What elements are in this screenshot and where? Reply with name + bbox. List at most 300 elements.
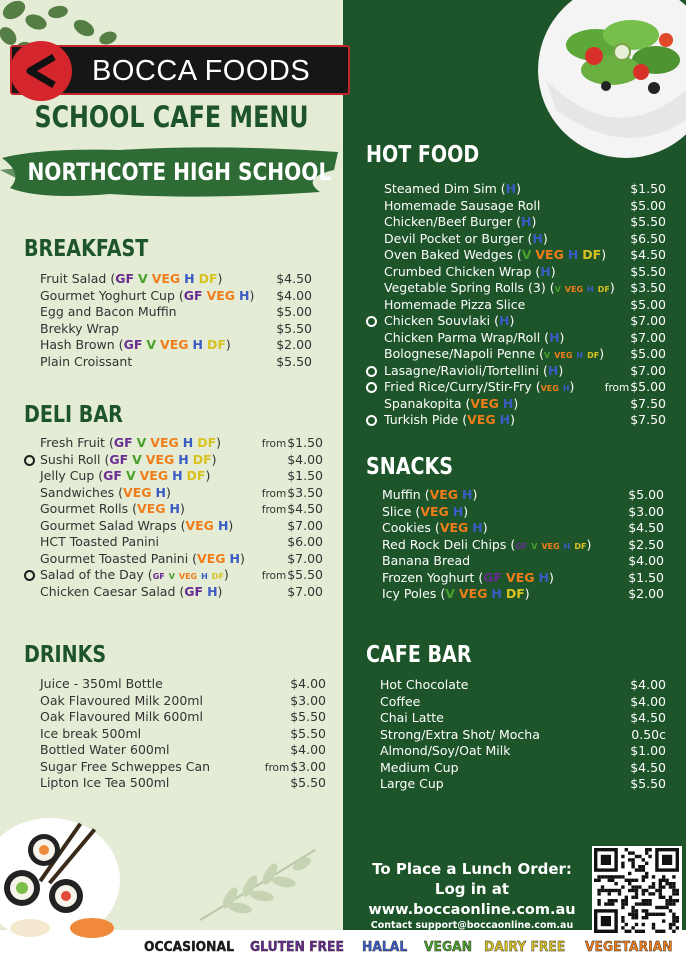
menu-item	[40, 518, 323, 535]
price-value: $5.50	[630, 214, 666, 229]
menu-item	[380, 710, 666, 727]
tag-h: H	[547, 362, 559, 378]
tag-h: H	[563, 541, 571, 551]
bocca-foods-logo	[10, 45, 350, 95]
menu-item-name: Oven Baked Wedges	[384, 247, 513, 262]
menu-item-price	[630, 760, 666, 777]
menu-item-name: Bolognese/Napoli Penne	[384, 346, 536, 361]
price-value: $7.50	[630, 395, 666, 411]
price-from-label: from	[264, 761, 290, 774]
drinks-heading: DRINKS	[24, 642, 107, 668]
tag-veg: VEG	[470, 395, 499, 411]
menu-item-price	[276, 271, 312, 288]
price-value: $4.50	[628, 520, 664, 535]
menu-item-name: Muffin	[382, 487, 421, 502]
price-value: $1.50	[287, 435, 323, 450]
legend-vegetarian: VEGETARIAN	[585, 940, 673, 955]
tag-v: V	[445, 586, 455, 601]
menu-item	[384, 181, 666, 198]
menu-item	[384, 396, 666, 413]
tag-veg: VEG	[123, 484, 152, 500]
tag-h: H	[502, 395, 514, 411]
price-value: $4.50	[630, 759, 666, 775]
price-from-label: from	[261, 438, 287, 450]
tag-veg: VEG	[554, 351, 573, 360]
menu-item-price	[630, 710, 666, 727]
menu-item	[40, 676, 326, 693]
menu-item	[382, 586, 664, 603]
tag-h: H	[505, 181, 517, 196]
menu-item-name: Fresh Fruit	[40, 435, 105, 450]
dietary-tags: (H)	[523, 230, 548, 246]
price-value: $4.00	[628, 553, 664, 568]
menu-item-name: Vegetable Spring Rolls (3)	[384, 280, 546, 295]
tag-gf: GF	[152, 572, 165, 581]
dietary-tags: (V VEG H DF)	[436, 586, 530, 601]
menu-item-name: Chicken Souvlaki	[384, 313, 491, 328]
menu-item-name: Sandwiches	[40, 484, 115, 500]
menu-item-price	[630, 231, 666, 248]
menu-item-name: Brekky Wrap	[40, 320, 120, 336]
cafe-bar-heading: CAFE BAR	[366, 642, 472, 668]
menu-item-name: Turkish Pide	[384, 412, 459, 427]
menu-item	[40, 452, 323, 469]
tag-v: V	[136, 435, 147, 450]
menu-item-name: Chicken/Beef Burger	[384, 214, 513, 229]
tag-veg: VEG	[150, 435, 179, 450]
tag-df: DF	[587, 351, 600, 360]
price-value: $4.50	[287, 501, 323, 516]
menu-item-price	[630, 363, 666, 380]
menu-item-price	[630, 743, 666, 760]
price-value: 0.50c	[631, 726, 666, 742]
price-value: $4.00	[630, 677, 666, 692]
dietary-tags: (GF V VEG H DF)	[506, 536, 592, 552]
leaf-sprig-decoration	[190, 840, 320, 930]
menu-item	[40, 534, 323, 551]
support-contact: Contact support@boccaonline.com.au	[370, 920, 574, 931]
menu-item	[40, 271, 312, 288]
menu-item-name: Oak Flavoured Milk 600ml	[40, 709, 203, 724]
menu-item-price	[262, 501, 323, 519]
occasional-circle-icon	[366, 415, 377, 426]
dietary-tags: (V VEG H DF)	[535, 346, 605, 361]
dietary-tags: (VEG H)	[461, 395, 519, 411]
price-value: $4.00	[276, 287, 312, 303]
menu-item-name: Banana Bread	[382, 553, 471, 568]
menu-item-price	[628, 570, 664, 587]
price-value: $5.00	[630, 346, 666, 361]
menu-item	[382, 570, 664, 587]
tag-h: H	[155, 484, 166, 500]
price-value: $5.00	[276, 304, 312, 319]
menu-item	[40, 321, 312, 338]
menu-item	[380, 776, 666, 793]
dietary-tags: (VEG H)	[188, 550, 245, 566]
menu-item-name: Jelly Cup	[40, 468, 95, 483]
menu-item	[384, 330, 666, 347]
price-value: $5.50	[276, 353, 312, 369]
menu-item-price	[630, 396, 666, 413]
tag-h: H	[499, 412, 511, 427]
tag-df: DF	[597, 285, 610, 294]
tag-veg: VEG	[206, 287, 236, 303]
tag-h: H	[562, 384, 570, 393]
menu-item-name: Fried Rice/Curry/Stir-Fry	[384, 379, 532, 394]
menu-item	[380, 677, 666, 694]
menu-item-name: Chicken Caesar Salad	[40, 583, 176, 599]
price-value: $5.50	[276, 320, 312, 336]
tag-h: H	[192, 337, 203, 352]
tag-gf: GF	[115, 271, 135, 286]
price-value: $7.00	[287, 550, 323, 566]
legend-occasional: OCCASIONAL	[144, 940, 234, 955]
menu-item-price	[276, 321, 312, 338]
menu-item-price	[630, 677, 666, 694]
price-value: $1.00	[630, 743, 666, 758]
menu-item-price	[290, 709, 326, 726]
menu-item	[382, 487, 664, 504]
price-value: $7.00	[287, 517, 323, 533]
menu-item	[40, 501, 323, 518]
price-value: $5.50	[287, 567, 323, 582]
dietary-tags: (GF V VEG H DF)	[106, 271, 223, 286]
occasional-circle-icon	[366, 316, 377, 327]
legend-gluten-free: GLUTEN FREE	[250, 940, 344, 955]
deli-bar-list	[40, 435, 323, 600]
breakfast-heading: BREAKFAST	[24, 236, 149, 262]
menu-item	[384, 231, 666, 248]
tag-h: H	[538, 569, 549, 585]
menu-item-name: Bottled Water 600ml	[40, 742, 170, 757]
menu-item	[40, 584, 323, 601]
menu-item-name: Strong/Extra Shot/ Mocha	[380, 726, 540, 742]
menu-item-price	[262, 567, 323, 585]
dietary-tags: (VEG H)	[458, 412, 515, 427]
tag-h: H	[462, 487, 473, 502]
cta-line-2: Log in at	[434, 880, 510, 898]
price-from-label: from	[604, 382, 630, 394]
menu-item	[384, 297, 666, 314]
tag-veg: VEG	[541, 541, 560, 551]
menu-item	[382, 504, 664, 521]
tag-h: H	[184, 271, 195, 286]
menu-item-name: Frozen Yoghurt	[382, 569, 475, 585]
menu-item-name: Juice - 350ml Bottle	[40, 676, 163, 691]
menu-item-price	[630, 297, 666, 314]
tag-df: DF	[574, 541, 587, 551]
breakfast-list	[40, 271, 312, 370]
tag-v: V	[168, 572, 175, 581]
tag-veg: VEG	[458, 586, 488, 601]
menu-item-name: Slice	[382, 503, 412, 519]
price-value: $7.00	[630, 313, 666, 328]
menu-item-price	[628, 487, 664, 504]
tag-gf: GF	[483, 569, 503, 585]
dietary-tags: (V VEG H DF)	[512, 247, 607, 262]
menu-item-price	[262, 435, 323, 453]
price-value: $3.50	[630, 280, 666, 295]
tag-h: H	[576, 351, 584, 360]
menu-item-price	[265, 759, 326, 777]
menu-item-price	[276, 288, 312, 305]
tag-h: H	[532, 230, 543, 246]
menu-item-name: Large Cup	[380, 776, 444, 791]
price-value: $2.00	[276, 337, 312, 352]
tag-h: H	[587, 285, 594, 294]
dietary-tags: (H)	[531, 263, 556, 279]
menu-item-price	[628, 520, 664, 537]
menu-item-name: Medium Cup	[380, 759, 459, 775]
dietary-tags: (GF H)	[175, 583, 223, 599]
menu-item-name: Homemade Pizza Slice	[384, 296, 526, 312]
menu-item-name: Spanakopita	[384, 395, 462, 411]
menu-item-name: Icy Poles	[382, 586, 437, 601]
tag-v: V	[132, 451, 142, 467]
menu-item	[384, 280, 666, 297]
tag-h: H	[239, 287, 250, 303]
tag-gf: GF	[515, 541, 528, 551]
logo-text: BOCCA FOODS	[92, 55, 311, 87]
menu-item-price	[630, 181, 666, 198]
dietary-tags: (GF VEG H)	[174, 287, 255, 303]
legend-dairy-free: DAIRY FREE	[484, 940, 566, 955]
dietary-tags: (GF VEG H)	[474, 569, 554, 585]
tag-df: DF	[206, 337, 226, 352]
menu-item	[384, 412, 666, 429]
menu-item-price	[631, 727, 666, 744]
price-value: $5.00	[630, 379, 666, 394]
price-value: $4.50	[630, 710, 666, 725]
menu-item-price	[628, 553, 664, 570]
tag-v: V	[146, 337, 157, 352]
tag-h: H	[217, 517, 229, 533]
dietary-tags: (GF V VEG H DF)	[143, 567, 229, 582]
menu-item-name: Fruit Salad	[40, 271, 107, 286]
menu-item	[380, 727, 666, 744]
menu-item-price	[628, 537, 664, 554]
menu-item-price	[290, 676, 326, 693]
hot-food-list	[384, 181, 666, 429]
tag-v: V	[531, 541, 538, 551]
menu-item-name: Hot Chocolate	[380, 677, 469, 692]
menu-item	[40, 337, 312, 354]
menu-item-price	[290, 775, 326, 792]
menu-item	[40, 693, 326, 710]
menu-item-price	[628, 504, 664, 521]
tag-v: V	[544, 351, 551, 360]
tag-h: H	[452, 503, 464, 519]
deli-bar-heading: DELI BAR	[24, 402, 123, 428]
menu-item-name: Sushi Roll	[40, 451, 101, 467]
dietary-tags: (GF V VEG H DF)	[100, 451, 217, 467]
menu-item-name: HCT Toasted Panini	[40, 534, 159, 549]
price-value: $5.50	[290, 725, 326, 741]
price-value: $5.50	[630, 776, 666, 791]
tag-veg: VEG	[420, 503, 449, 519]
menu-item-price	[290, 742, 326, 759]
tag-df: DF	[198, 271, 218, 286]
cta-line-1: To Place a Lunch Order:	[372, 860, 572, 878]
menu-item-name: Coffee	[380, 693, 421, 709]
menu-item-name: Egg and Bacon Muffin	[40, 304, 177, 319]
menu-item-price	[630, 346, 666, 363]
hot-food-heading: HOT FOOD	[366, 142, 480, 168]
legend-vegan: VEGAN	[424, 940, 473, 955]
menu-item	[40, 435, 323, 452]
tag-df: DF	[186, 468, 206, 483]
menu-item	[40, 551, 323, 568]
menu-item-price	[630, 247, 666, 264]
cafe-bar-list	[380, 677, 666, 793]
tag-gf: GF	[183, 287, 203, 303]
dietary-tags: (VEG H)	[420, 487, 478, 502]
snacks-heading: SNACKS	[366, 454, 454, 480]
tag-df: DF	[505, 586, 525, 601]
tag-gf: GF	[103, 468, 122, 483]
tag-h: H	[182, 435, 194, 450]
menu-item	[382, 520, 664, 537]
menu-item-price	[287, 518, 323, 535]
tag-df: DF	[211, 572, 224, 581]
menu-item	[384, 214, 666, 231]
tag-veg: VEG	[467, 412, 496, 427]
dietary-tags: (GF V VEG H DF)	[94, 468, 211, 483]
menu-item-name: Salad of the Day	[40, 567, 144, 582]
tag-veg: VEG	[439, 520, 469, 535]
menu-item-name: Lasagne/Ravioli/Tortellini	[384, 362, 540, 378]
menu-item	[382, 553, 664, 570]
price-value: $6.50	[630, 230, 666, 246]
price-value: $7.50	[630, 412, 666, 427]
tag-veg: VEG	[178, 572, 198, 581]
dietary-tags: (VEG H)	[531, 379, 575, 394]
menu-item-name: Almond/Soy/Oat Milk	[380, 743, 511, 758]
menu-item-price	[287, 468, 323, 485]
menu-item	[384, 313, 666, 330]
tag-v: V	[125, 468, 136, 483]
menu-item-price	[630, 264, 666, 281]
price-value: $3.50	[287, 484, 323, 500]
price-value: $1.50	[630, 181, 666, 196]
tag-veg: VEG	[564, 285, 584, 294]
menu-item-price	[276, 354, 312, 371]
price-value: $5.50	[630, 263, 666, 279]
menu-item-price	[287, 551, 323, 568]
tag-df: DF	[192, 451, 212, 467]
menu-item-name: Devil Pocket or Burger	[384, 230, 524, 246]
school-name: NORTHCOTE HIGH SCHOOL	[27, 158, 332, 186]
menu-item-name: Chicken Parma Wrap/Roll	[384, 329, 541, 345]
menu-item-price	[276, 304, 312, 321]
tag-h: H	[201, 572, 208, 581]
menu-item-price	[605, 379, 666, 397]
tag-h: H	[172, 468, 183, 483]
tag-veg: VEG	[429, 487, 459, 502]
qr-code-icon	[592, 846, 682, 934]
menu-item	[382, 537, 664, 554]
menu-item-name: Crumbed Chicken Wrap	[384, 263, 532, 279]
tag-v: V	[521, 247, 532, 262]
menu-item-name: Homemade Sausage Roll	[384, 197, 541, 213]
menu-item-price	[287, 534, 323, 551]
menu-item-price	[276, 337, 312, 354]
tag-h: H	[520, 214, 532, 229]
menu-item-name: Gourmet Rolls	[40, 501, 129, 516]
menu-item	[384, 198, 666, 215]
price-value: $3.00	[628, 503, 664, 519]
tag-veg: VEG	[197, 550, 226, 566]
price-value: $5.00	[630, 197, 666, 213]
occasional-circle-icon	[366, 382, 377, 393]
snacks-list	[382, 487, 664, 603]
tag-v: V	[138, 271, 148, 286]
price-value: $5.50	[290, 775, 326, 790]
dietary-tags: (VEG H)	[411, 503, 469, 519]
menu-item-name: Gourmet Yoghurt Cup	[40, 287, 175, 303]
menu-item-price	[630, 694, 666, 711]
dietary-tags: (H)	[539, 362, 564, 378]
menu-item-price	[262, 485, 323, 503]
tag-veg: VEG	[506, 569, 535, 585]
menu-item	[384, 247, 666, 264]
tag-veg: VEG	[535, 247, 564, 262]
dietary-tags: (VEG H)	[176, 517, 234, 533]
menu-item-price	[630, 330, 666, 347]
menu-item-price	[290, 693, 326, 710]
menu-item-price	[630, 280, 666, 297]
menu-item-price	[630, 214, 666, 231]
menu-item-price	[290, 726, 326, 743]
menu-title: SCHOOL CAFE MENU	[34, 100, 309, 134]
order-website-link[interactable]: www.boccaonline.com.au	[368, 902, 576, 918]
price-value: $4.00	[287, 451, 323, 467]
menu-item-name: Hash Brown	[40, 337, 115, 352]
menu-item	[40, 354, 312, 371]
menu-item	[40, 742, 326, 759]
dietary-tags: (H)	[496, 181, 522, 196]
price-value: $7.00	[630, 329, 666, 345]
menu-item-price	[287, 584, 323, 601]
tag-h: H	[540, 263, 551, 279]
tag-veg: VEG	[540, 384, 559, 393]
menu-item-name: Sugar Free Schweppes Can	[40, 758, 211, 774]
price-from-label: from	[261, 487, 287, 500]
menu-item-name: Chai Latte	[380, 710, 444, 725]
sushi-image	[0, 810, 120, 940]
menu-item	[40, 726, 326, 743]
menu-item-name: Plain Croissant	[40, 353, 133, 369]
menu-item-price	[287, 452, 323, 469]
tag-df: DF	[197, 435, 217, 450]
tag-df: DF	[582, 247, 602, 262]
price-value: $4.00	[630, 693, 666, 709]
menu-item	[384, 264, 666, 281]
price-value: $2.00	[628, 586, 664, 601]
price-value: $7.00	[630, 362, 666, 378]
menu-item-price	[630, 198, 666, 215]
menu-item	[384, 379, 666, 396]
menu-item-price	[628, 586, 664, 603]
price-value: $4.00	[290, 676, 326, 691]
tag-gf: GF	[109, 451, 129, 467]
menu-item	[380, 743, 666, 760]
price-value: $4.00	[290, 742, 326, 757]
tag-veg: VEG	[160, 337, 189, 352]
tag-gf: GF	[113, 435, 133, 450]
menu-item-name: Red Rock Deli Chips	[382, 536, 507, 552]
menu-item	[40, 567, 323, 584]
